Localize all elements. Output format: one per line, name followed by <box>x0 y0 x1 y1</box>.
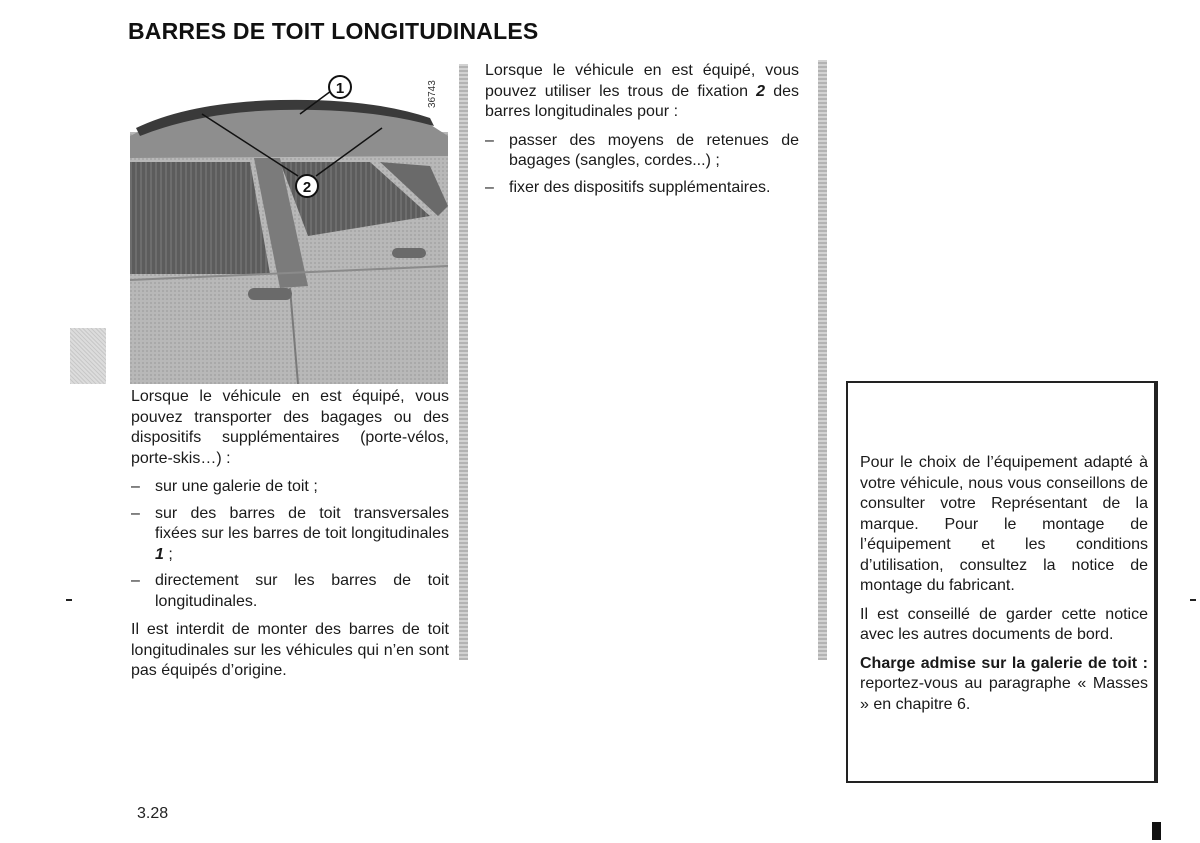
ref-number: 1 <box>155 545 164 563</box>
column-divider-right <box>818 60 827 660</box>
note-para-3: Charge admise sur la galerie de toit : reportez-vous au paragraphe « Masses » en chapitre 6. <box>860 654 1148 713</box>
margin-tick-left <box>66 599 72 601</box>
column-divider-left <box>459 64 468 660</box>
list-item: – sur une galerie de toit ; <box>131 478 318 495</box>
callout-1-label: 1 <box>335 80 345 97</box>
left-column-text <box>131 387 449 690</box>
note-para-2: Il est conseillé de garder cette notice avec les autres documents de bord. <box>860 605 1148 643</box>
left-list <box>131 477 449 612</box>
roof-bars-illustration <box>130 66 448 384</box>
list-item: – directement sur les barres de toit longitudinales. <box>131 572 449 610</box>
left-warning: Il est interdit de monter des barres de toit longitudinales sur les véhicules qui n’en sont pas équipés d’origine. <box>131 621 449 679</box>
ref-number: 2 <box>756 82 766 100</box>
margin-tick-right <box>1190 599 1196 601</box>
car-roof-photo <box>130 66 448 384</box>
list-item: – fixer des dispositifs supplémentaires. <box>485 178 771 196</box>
note-bold-label: Charge admise sur la galerie de toit : <box>860 654 1148 672</box>
middle-intro: Lorsque le véhicule en est équipé, vous pouvez utiliser les trous de fixation 2 des barres longitudinales pour : <box>485 62 799 120</box>
page-title: BARRES DE TOIT LONGITUDINALES <box>128 18 539 44</box>
figure-reference-code: 36743 <box>427 80 438 108</box>
list-item: – passer des moyens de retenues de bagages (sangles, cordes...) ; <box>485 131 799 169</box>
page-number: 3.28 <box>137 805 169 822</box>
page-corner-marker <box>1152 822 1161 840</box>
chapter-tab-marker <box>70 328 106 384</box>
middle-list <box>485 131 799 199</box>
middle-column-text <box>485 61 799 206</box>
list-item: – sur des barres de toit transversales fixées sur les barres de toit longitudinales 1 ; <box>131 504 449 563</box>
note-box-text <box>860 453 1148 723</box>
left-intro: Lorsque le véhicule en est équipé, vous pouvez transporter des bagages ou des dispositifs supplémentaires (porte-vélos, porte-skis…) : <box>131 388 449 467</box>
note-para-1: Pour le choix de l’équipement adapté à votre véhicule, nous vous conseillons de consulter votre Représentant de la marque. Pour le montage de l’équipement et les conditions d’utilisation, consultez la notice de montage du fabricant. <box>860 454 1148 594</box>
callout-2-label: 2 <box>302 179 312 196</box>
